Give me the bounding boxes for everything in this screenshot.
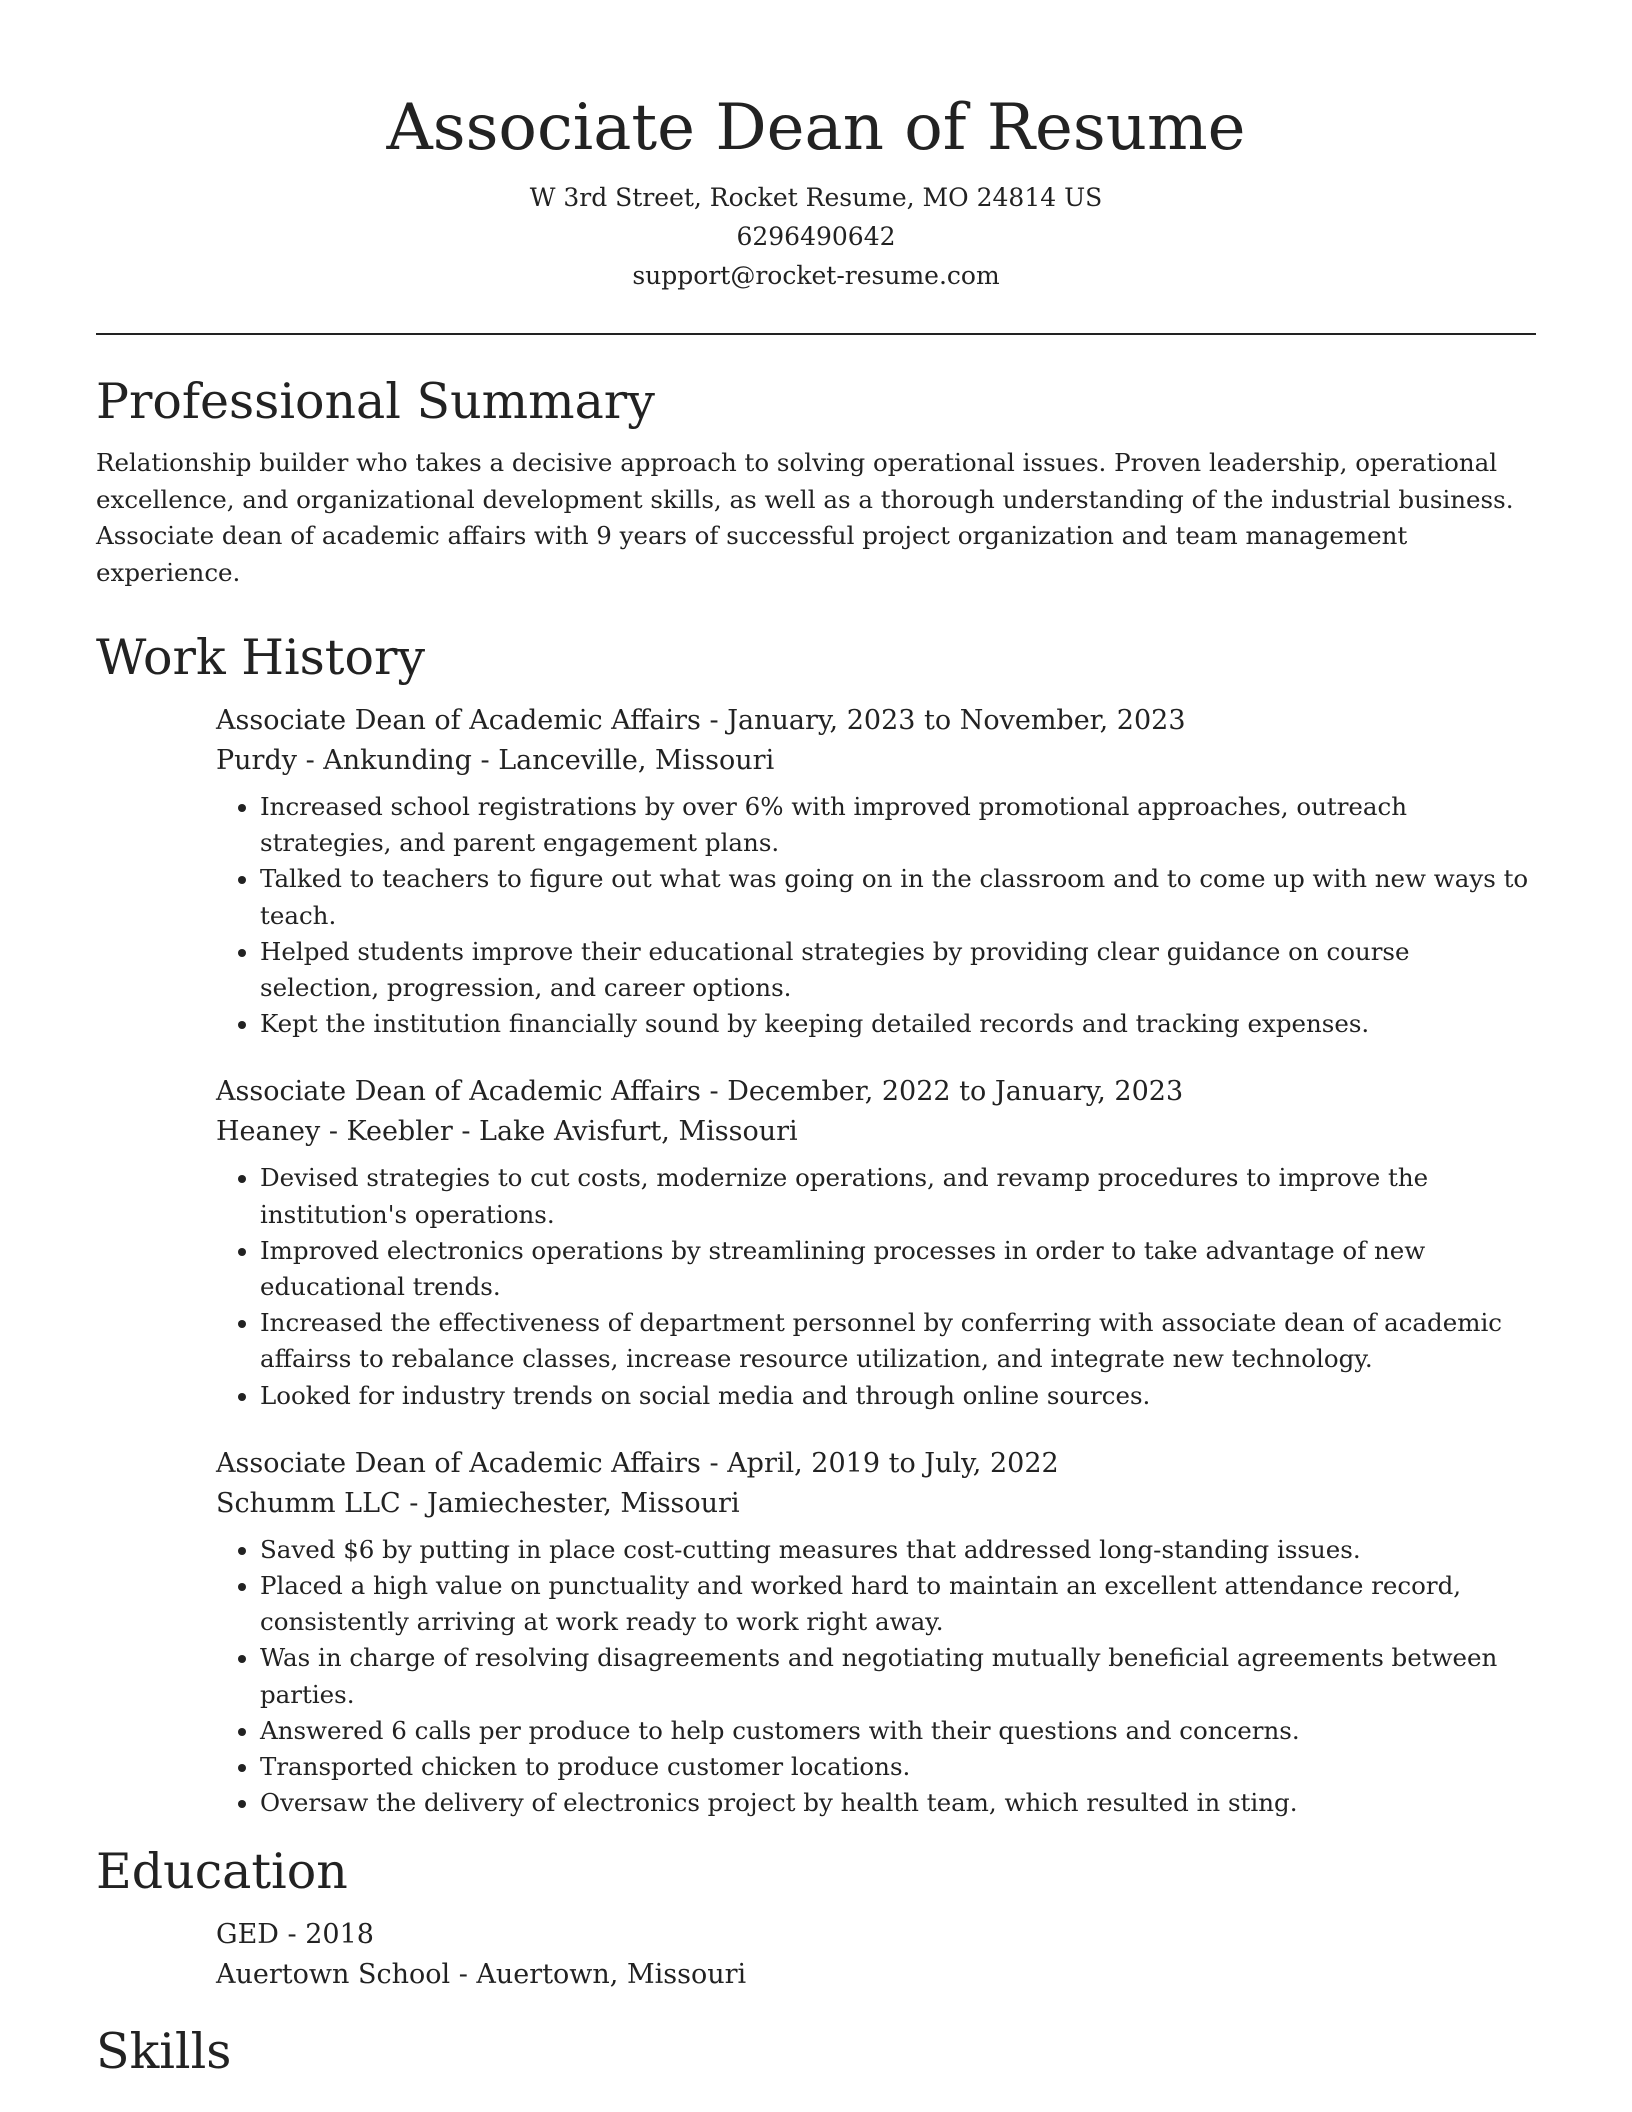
resume-header xyxy=(96,0,1536,295)
education-school: Auertown School xyxy=(216,1959,451,1991)
job-bullet: • Answered 6 calls per produce to help customers with their questions and concerns. xyxy=(260,1713,1536,1749)
job-title-line: Associate Dean of Academic Affairs - December, 2022 to January, 2023 xyxy=(216,1076,1184,1108)
summary-text: Relationship builder who takes a decisive approach to solving operational issues. Proven leadership, operational excellence, and organizational development skills, as well as a thorough understanding of the industrial business. Associate dean of academic affairs with 9 years of successful project organization and team management experience. xyxy=(96,448,1514,587)
job-company-line: Purdy - Ankunding - Lanceville, Missouri xyxy=(216,745,775,776)
contact-block xyxy=(96,178,1536,295)
job-bullets xyxy=(216,1532,1536,1822)
education-year: 2018 xyxy=(305,1919,374,1951)
job-bullet: • Oversaw the delivery of electronics project by health team, which resulted in sting. xyxy=(260,1785,1536,1821)
job-bullet: • Increased school registrations by over 6% with improved promotional approaches, outreach strategies, and parent engagement plans. xyxy=(260,789,1536,861)
skills-title: Skills xyxy=(96,2023,232,2081)
candidate-name: Associate Dean of Resume xyxy=(386,91,1246,165)
address: W 3rd Street, Rocket Resume, MO 24814 US xyxy=(529,183,1103,212)
job-entry xyxy=(216,701,1536,1042)
job-title-line: Associate Dean of Academic Affairs - April, 2019 to July, 2022 xyxy=(216,1447,1059,1479)
job-location: Lanceville, Missouri xyxy=(498,745,775,776)
summary-section xyxy=(96,373,1536,591)
job-title: Associate Dean of Academic Affairs xyxy=(216,1076,701,1108)
phone: 6296490642 xyxy=(736,222,896,251)
job-bullet: • Improved electronics operations by streamlining processes in order to take advantage of new educational trends. xyxy=(260,1233,1536,1305)
email: support@rocket-resume.com xyxy=(632,261,1000,290)
education-location: Auertown, Missouri xyxy=(476,1959,747,1991)
job-bullet: • Saved $6 by putting in place cost-cutting measures that addressed long-standing issues. xyxy=(260,1532,1536,1568)
job-title: Associate Dean of Academic Affairs xyxy=(216,1447,701,1479)
job-location: Jamiechester, Missouri xyxy=(427,1487,740,1519)
job-entry xyxy=(216,1444,1536,1822)
education-school-line: Auertown School - Auertown, Missouri xyxy=(216,1959,747,1991)
job-bullets xyxy=(216,789,1536,1042)
job-company-line: Heaney - Keebler - Lake Avisfurt, Missouri xyxy=(216,1116,798,1148)
job-bullets xyxy=(216,1160,1536,1413)
job-bullet: • Increased the effectiveness of department personnel by conferring with associate dean of academic affairss to rebalance classes, increase resource utilization, and integrate new technology. xyxy=(260,1305,1536,1377)
job-entry xyxy=(216,1072,1536,1413)
job-dates: April, 2019 to July, 2022 xyxy=(727,1447,1059,1479)
education-entry xyxy=(216,1915,1536,1995)
education-title: Education xyxy=(96,1843,348,1901)
work-history-section xyxy=(96,629,1536,1821)
work-history-title: Work History xyxy=(96,629,426,686)
job-bullet: • Looked for industry trends on social media and through online sources. xyxy=(260,1378,1536,1414)
job-company-line: Schumm LLC - Jamiechester, Missouri xyxy=(216,1487,740,1519)
job-dates: January, 2023 to November, 2023 xyxy=(727,705,1186,736)
job-title: Associate Dean of Academic Affairs xyxy=(216,705,701,736)
job-company: Purdy - Ankunding xyxy=(216,745,472,776)
job-bullet: • Helped students improve their educational strategies by providing clear guidance on course selection, progression, and career options. xyxy=(260,934,1536,1006)
job-company: Schumm LLC xyxy=(216,1487,401,1519)
job-dates: December, 2022 to January, 2023 xyxy=(727,1076,1184,1108)
job-bullet: • Placed a high value on punctuality and worked hard to maintain an excellent attendance record, consistently arriving at work ready to work right away. xyxy=(260,1568,1536,1640)
summary-title: Professional Summary xyxy=(96,373,655,430)
education-degree: GED xyxy=(216,1919,279,1951)
job-bullet: • Talked to teachers to figure out what was going on in the classroom and to come up with new ways to teach. xyxy=(260,861,1536,933)
job-location: Lake Avisfurt, Missouri xyxy=(479,1116,798,1148)
job-bullet: • Kept the institution financially sound by keeping detailed records and tracking expenses. xyxy=(260,1006,1536,1042)
education-section xyxy=(96,1843,1536,1995)
skills-section xyxy=(96,2023,1536,2081)
header-divider xyxy=(96,333,1536,335)
job-bullet: • Transported chicken to produce customer locations. xyxy=(260,1749,1536,1785)
education-degree-line: GED - 2018 xyxy=(216,1919,374,1951)
job-title-line: Associate Dean of Academic Affairs - January, 2023 to November, 2023 xyxy=(216,705,1186,736)
job-bullet: • Devised strategies to cut costs, modernize operations, and revamp procedures to improve the institution's operations. xyxy=(260,1160,1536,1232)
job-company: Heaney - Keebler xyxy=(216,1116,453,1148)
job-bullet: • Was in charge of resolving disagreements and negotiating mutually beneficial agreements between parties. xyxy=(260,1640,1536,1712)
